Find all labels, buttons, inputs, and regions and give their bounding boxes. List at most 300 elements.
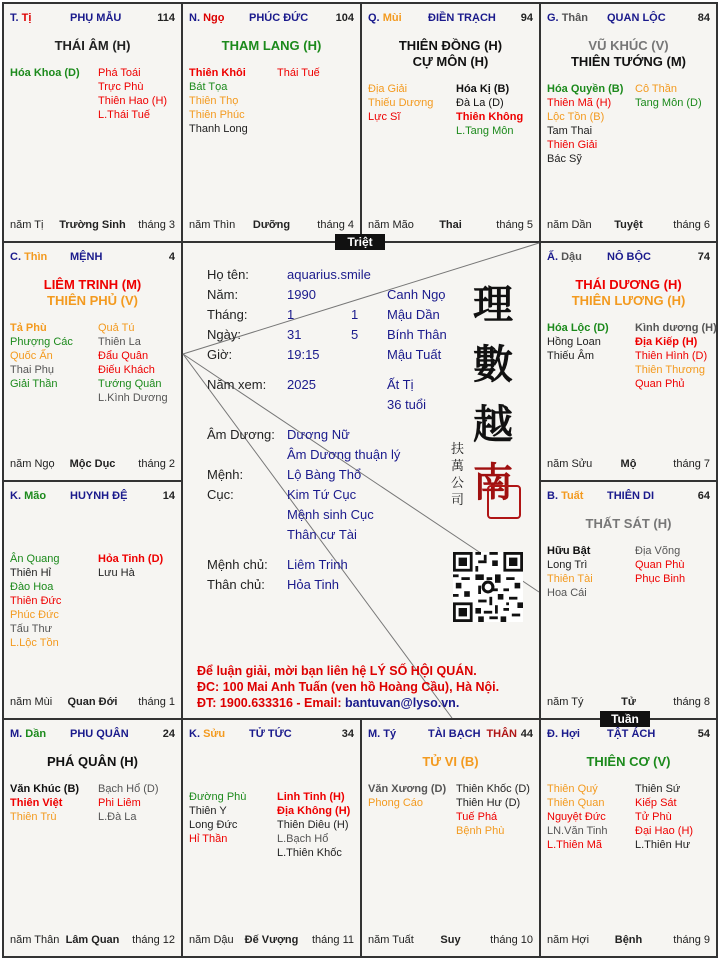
minor-star: Hóa Quyền (B): [547, 83, 624, 95]
palace-name: NÔ BỘC: [607, 251, 651, 263]
earthly-branch: Dần: [25, 728, 47, 740]
qr-code[interactable]: [453, 552, 523, 622]
star-column-left: [547, 82, 623, 166]
main-star: TỬ VI (B): [422, 754, 479, 769]
heavenly-stem: C.: [10, 251, 21, 263]
year-cycle: năm Ngọ: [10, 458, 55, 470]
menhchu-label: Mệnh chủ:: [207, 557, 268, 572]
minor-star: Thiên Tài: [547, 573, 593, 585]
minor-star: Thiên Giải: [547, 139, 598, 151]
star-column-left: [189, 66, 248, 136]
star-column-right: [635, 782, 693, 852]
minor-star: Tướng Quân: [98, 378, 162, 390]
life-stage: Trường Sinh: [59, 219, 126, 231]
minor-star: Hỉ Thần: [189, 833, 228, 845]
day-lunar: 5: [351, 327, 359, 342]
minor-star: Tấu Thư: [10, 623, 53, 635]
main-stars: [541, 277, 716, 309]
day-solar: 31: [287, 327, 302, 342]
minor-star: Ân Quang: [10, 553, 60, 565]
year-label: Năm:: [207, 287, 239, 302]
lunar-month: tháng 4: [317, 219, 354, 231]
major-period-age: 104: [335, 12, 354, 24]
main-stars: [183, 38, 360, 54]
than-note: Thân cư Tài: [287, 527, 357, 542]
minor-star: Thanh Long: [189, 123, 248, 135]
major-period-age: 84: [697, 12, 710, 24]
minor-star: Lộc Tồn (B): [547, 111, 605, 123]
lunar-month: tháng 11: [311, 934, 354, 946]
minor-star: L.Đà La: [98, 811, 137, 823]
minor-star: Thiên Hình (D): [635, 350, 708, 362]
star-column-left: [10, 782, 79, 824]
minor-star: Thiên Y: [189, 805, 227, 817]
minor-star: Thiên Sứ: [635, 783, 681, 795]
palace-footer: [547, 934, 710, 948]
minor-star: Quan Phù: [635, 559, 685, 571]
minor-star: Bác Sỹ: [547, 153, 582, 165]
minor-star: Quốc Ấn: [10, 350, 53, 362]
main-star: CỰ MÔN (H): [412, 54, 489, 69]
year-cycle: năm Dần: [547, 219, 592, 231]
major-period-age: 74: [697, 251, 710, 263]
name-label: Họ tên:: [207, 267, 249, 282]
month-canchi: Mậu Dần: [387, 307, 440, 322]
minor-star: Trực Phù: [98, 81, 144, 93]
palace-name: PHÚC ĐỨC: [249, 12, 309, 24]
minor-star: Lực Sĩ: [368, 111, 401, 123]
can-chi: [547, 251, 582, 263]
heavenly-stem: N.: [189, 12, 200, 24]
minor-star: Tam Thai: [547, 125, 593, 137]
red-seal: [487, 485, 521, 519]
can-chi: [189, 728, 225, 740]
main-stars: [4, 277, 181, 309]
than-marker: THÂN: [486, 728, 517, 740]
menh-label: Mệnh:: [207, 467, 244, 482]
minor-star: Hoa Cái: [547, 587, 587, 599]
calligraphy-char: 數: [473, 341, 513, 388]
month-solar: 1: [287, 307, 295, 322]
year-cycle: năm Dậu: [189, 934, 234, 946]
palace-cell-hoi[interactable]: [541, 720, 716, 956]
palace-header: [368, 728, 533, 742]
minor-star: Phi Liêm: [98, 797, 141, 809]
lunar-month: tháng 7: [673, 458, 710, 470]
minor-star: Phục Binh: [635, 573, 686, 585]
minor-star: Điếu Khách: [98, 364, 155, 376]
life-stage: Đế Vượng: [244, 934, 299, 946]
major-period-age: 24: [162, 728, 175, 740]
minor-star: Hóa Kị (B): [456, 83, 510, 95]
main-stars: [541, 516, 716, 532]
palace-header: [10, 251, 175, 265]
palace-name: MỆNH: [70, 251, 103, 263]
earthly-branch: Tý: [383, 728, 397, 740]
minor-star: Thiên Trù: [10, 811, 57, 823]
lunar-month: tháng 3: [138, 219, 175, 231]
minor-star: Thiên Quan: [547, 797, 605, 809]
minor-star: Thiếu Âm: [547, 350, 595, 362]
heavenly-stem: B.: [547, 490, 558, 502]
year-cycle: năm Tuất: [368, 934, 414, 946]
major-period-age: 64: [697, 490, 710, 502]
major-period-age: 44: [520, 728, 533, 740]
calligraphy-char: 南: [473, 459, 513, 506]
minor-star: Lưu Hà: [98, 567, 135, 579]
palace-name: PHỤ MẪU: [70, 12, 122, 24]
can-chi: [10, 251, 47, 263]
palace-header: [547, 12, 710, 26]
life-stage: Tử: [621, 696, 636, 708]
minor-star: Hóa Khoa (D): [10, 67, 80, 79]
lunar-month: tháng 12: [132, 934, 175, 946]
palace-cell-mao[interactable]: [4, 482, 181, 718]
star-column-right: [635, 321, 717, 391]
main-star: THIÊN ĐỒNG (H): [398, 38, 503, 53]
heavenly-stem: K.: [10, 490, 21, 502]
palace-cell-ty[interactable]: [362, 720, 539, 956]
minor-star: Thiên Mã (H): [547, 97, 612, 109]
minor-star: L.Thiên Hư: [635, 839, 691, 851]
major-period-age: 14: [162, 490, 175, 502]
year-cycle: năm Thìn: [189, 219, 236, 231]
palace-cell-mui[interactable]: [362, 4, 539, 241]
minor-star: L.Thái Tuế: [98, 109, 150, 121]
minor-star: Đường Phù: [189, 791, 247, 803]
main-stars: [4, 38, 181, 54]
star-column-right: [277, 66, 320, 80]
age-value: 36 tuổi: [387, 397, 427, 412]
palace-name: TẬT ÁCH: [607, 728, 656, 740]
main-star: THIÊN TƯỚNG (M): [570, 54, 687, 69]
earthly-branch: Thìn: [24, 251, 48, 263]
palace-cell-ti[interactable]: [4, 4, 181, 241]
year-cycle: năm Thân: [10, 934, 60, 946]
life-stage: Lâm Quan: [65, 934, 120, 946]
heavenly-stem: Đ.: [547, 728, 558, 740]
year-cycle: năm Tị: [10, 219, 44, 231]
lunar-month: tháng 1: [138, 696, 175, 708]
life-stage: Tuyệt: [614, 219, 643, 231]
minor-star: Thiên Phúc: [189, 109, 245, 121]
year-cycle: năm Hợi: [547, 934, 590, 946]
major-period-age: 114: [157, 12, 175, 24]
earthly-branch: Sửu: [203, 728, 226, 740]
lunar-month: tháng 8: [673, 696, 710, 708]
minor-star: Bát Tọa: [189, 81, 228, 93]
minor-star: Đẩu Quân: [98, 350, 149, 362]
main-stars: [362, 754, 539, 770]
minor-star: Thiên Đức: [10, 595, 62, 607]
minor-star: Thiên Khôi: [189, 67, 246, 79]
minor-star: Đại Hao (H): [635, 825, 694, 837]
menh-value: Lộ Bàng Thổ: [287, 467, 362, 482]
minor-star: L.Thiên Mã: [547, 839, 603, 851]
star-column-left: [368, 782, 446, 810]
day-canchi: Bính Thân: [387, 327, 447, 342]
minor-star: Tả Phù: [10, 322, 47, 334]
earthly-branch: Dậu: [561, 251, 582, 263]
minor-star: Phong Cáo: [368, 797, 424, 809]
view-year-label: Năm xem:: [207, 377, 267, 392]
life-stage: Quan Đới: [67, 696, 118, 708]
heavenly-stem: T.: [10, 12, 19, 24]
palace-header: [10, 12, 175, 26]
triet-tag: Triệt: [335, 234, 385, 250]
palace-footer: [10, 934, 175, 948]
palace-footer: [547, 458, 710, 472]
minor-star: Linh Tinh (H): [277, 791, 345, 803]
star-column-right: [456, 82, 523, 138]
main-star: THÁI DƯƠNG (H): [575, 277, 682, 292]
can-chi: [10, 12, 31, 24]
star-column-left: [10, 66, 80, 80]
name-value: aquarius.smile: [287, 267, 371, 282]
earthly-branch: Mão: [24, 490, 47, 502]
main-stars: [541, 754, 716, 770]
star-column-right: [98, 552, 163, 580]
can-chi: [547, 728, 580, 740]
star-column-right: [635, 544, 685, 586]
minor-star: Địa Giải: [368, 83, 408, 95]
palace-cell-dan[interactable]: [4, 720, 181, 956]
minor-star: Đà La (D): [456, 97, 504, 109]
minor-star: Thiên Hư (D): [456, 797, 521, 809]
heavenly-stem: G.: [547, 12, 559, 24]
year-cycle: năm Tý: [547, 696, 584, 708]
minor-star: L.Kình Dương: [98, 392, 168, 404]
thanchu-label: Thân chủ:: [207, 577, 265, 592]
main-star: VŨ KHÚC (V): [588, 38, 669, 53]
palace-footer: [547, 696, 710, 710]
main-star: THAM LANG (H): [221, 38, 322, 53]
minor-star: L.Tang Môn: [456, 125, 514, 137]
minor-star: Văn Khúc (B): [10, 783, 80, 795]
palace-name: HUYNH ĐỆ: [70, 490, 128, 502]
minor-star: LN.Văn Tinh: [547, 825, 608, 837]
minor-star: Văn Xương (D): [368, 783, 447, 795]
minor-star: Quả Tú: [98, 322, 135, 334]
minor-star: Tử Phù: [635, 811, 672, 823]
view-year-value: 2025: [287, 377, 316, 392]
major-period-age: 34: [341, 728, 354, 740]
minor-star: Hữu Bật: [547, 545, 591, 557]
earthly-branch: Mùi: [382, 12, 402, 24]
year-value: 1990: [287, 287, 316, 302]
main-star: THẤT SÁT (H): [585, 516, 672, 531]
life-stage: Suy: [440, 934, 461, 946]
hour-value: 19:15: [287, 347, 320, 362]
palace-footer: [189, 219, 354, 233]
minor-star: Giải Thần: [10, 378, 58, 390]
minor-star: Thiên Diêu (H): [277, 819, 349, 831]
tuan-tag: Tuần: [600, 711, 650, 727]
palace-header: [368, 12, 533, 26]
minor-star: Thiên Không: [456, 111, 524, 123]
minor-star: Phúc Đức: [10, 609, 59, 621]
minor-star: Cô Thần: [635, 83, 677, 95]
star-column-left: [10, 321, 73, 391]
palace-name: PHU QUÂN: [70, 728, 129, 740]
minor-star: L.Thiên Khốc: [277, 847, 342, 859]
palace-header: [547, 490, 710, 504]
heavenly-stem: Ấ.: [547, 251, 558, 263]
minor-star: Hồng Loan: [547, 336, 601, 348]
center-info-panel: [185, 245, 541, 722]
palace-name: QUAN LỘC: [607, 12, 666, 24]
star-column-right: [98, 321, 168, 405]
palace-cell-suu[interactable]: [183, 720, 360, 956]
minor-star: Bệnh Phù: [456, 825, 505, 837]
minor-star: Thai Phụ: [10, 364, 55, 376]
life-stage: Dưỡng: [252, 219, 291, 231]
minor-star: Nguyệt Đức: [547, 811, 606, 823]
main-star: LIÊM TRINH (M): [43, 277, 142, 292]
palace-name: TÀI BẠCH: [428, 728, 481, 740]
amduong-note: Âm Dương thuận lý: [287, 447, 401, 462]
contact-email-link[interactable]: bantuvan@lyso.vn.: [345, 696, 460, 710]
minor-star: Địa Không (H): [277, 805, 351, 817]
menhchu-value: Liêm Trinh: [287, 557, 348, 572]
palace-cell-thin[interactable]: [4, 243, 181, 480]
main-star: THIÊN PHỦ (V): [47, 293, 138, 308]
minor-star: Thiên Hao (H): [98, 95, 168, 107]
minor-star: Quan Phủ: [635, 378, 685, 390]
palace-footer: [10, 696, 175, 710]
can-chi: [547, 12, 588, 24]
horoscope-chart: [2, 2, 718, 958]
palace-cell-dau[interactable]: [541, 243, 716, 480]
minor-star: Long Đức: [189, 819, 238, 831]
can-chi: [10, 490, 46, 502]
heavenly-stem: K.: [189, 728, 200, 740]
lunar-month: tháng 5: [496, 219, 533, 231]
earthly-branch: Tị: [21, 12, 32, 24]
contact-phone: ĐT: 1900.633316 - Email:: [197, 696, 345, 710]
amduong-label: Âm Dương:: [207, 427, 275, 442]
lunar-month: tháng 2: [138, 458, 175, 470]
calligraphy-char: 越: [473, 401, 513, 448]
year-cycle: năm Sửu: [547, 458, 593, 470]
palace-cell-ngo[interactable]: [183, 4, 360, 241]
day-label: Ngày:: [207, 327, 241, 342]
view-year-canchi: Ất Tị: [387, 377, 414, 392]
palace-name: ĐIỀN TRẠCH: [428, 12, 496, 24]
minor-star: Thiên La: [98, 336, 141, 348]
year-cycle: năm Mão: [368, 219, 414, 231]
star-column-left: [547, 544, 593, 600]
palace-header: [189, 728, 354, 742]
month-lunar: 1: [351, 307, 359, 322]
minor-star: Tang Môn (D): [635, 97, 702, 109]
earthly-branch: Thân: [561, 12, 588, 24]
main-star: PHÁ QUÂN (H): [47, 754, 138, 769]
minor-star: Thái Tuế: [277, 67, 320, 79]
earthly-branch: Ngọ: [203, 12, 225, 24]
palace-cell-tuat[interactable]: [541, 482, 716, 718]
minor-star: Thiên Khốc (D): [456, 783, 530, 795]
hour-label: Giờ:: [207, 347, 233, 362]
minor-star: Long Trì: [547, 559, 588, 571]
month-label: Tháng:: [207, 307, 248, 322]
main-stars: [362, 38, 539, 70]
star-column-right: [277, 790, 350, 860]
star-column-right: [98, 66, 167, 122]
minor-star: Hỏa Tinh (D): [98, 553, 164, 565]
palace-header: [10, 490, 175, 504]
major-period-age: 4: [168, 251, 175, 263]
can-chi: [368, 12, 402, 24]
star-column-right: [635, 82, 702, 110]
star-column-left: [547, 321, 609, 363]
year-canchi: Canh Ngọ: [387, 287, 446, 302]
thanchu-value: Hỏa Tinh: [287, 577, 340, 592]
cuc-value: Kim Tứ Cục: [287, 487, 357, 502]
minor-star: Thiên Việt: [10, 797, 63, 809]
contact-address: ĐC: 100 Mai Anh Tuấn (ven hồ Hoàng Cầu), Hà Nội.: [197, 680, 500, 694]
palace-footer: [368, 934, 533, 948]
minor-star: Kình dương (H): [635, 322, 717, 334]
minor-star: Địa Võng: [635, 545, 681, 557]
main-star: THIÊN LƯƠNG (H): [571, 293, 686, 308]
main-stars: [541, 38, 716, 70]
minor-star: Phá Toái: [98, 67, 141, 79]
star-column-left: [189, 790, 246, 846]
palace-footer: [547, 219, 710, 233]
palace-header: [10, 728, 175, 742]
star-column-left: [547, 782, 608, 852]
earthly-branch: Tuất: [561, 490, 584, 502]
hour-canchi: Mậu Tuất: [387, 347, 442, 362]
palace-footer: [10, 458, 175, 472]
lunar-month: tháng 9: [673, 934, 710, 946]
contact-block: [197, 663, 537, 711]
minor-star: Phượng Các: [10, 336, 73, 348]
cuc-note: Mệnh sinh Cục: [287, 507, 374, 522]
minor-star: Kiếp Sát: [635, 797, 677, 809]
palace-header: [189, 12, 354, 26]
star-column-right: [456, 782, 530, 838]
palace-cell-than[interactable]: [541, 4, 716, 241]
can-chi: [547, 490, 583, 502]
main-star: THÁI ÂM (H): [54, 38, 131, 53]
can-chi: [10, 728, 46, 740]
heavenly-stem: M.: [368, 728, 381, 740]
contact-line: Để luận giải, mời bạn liên hệ LÝ SỐ HỘI QUÁN.: [197, 664, 477, 678]
can-chi: [368, 728, 396, 740]
palace-footer: [189, 934, 354, 948]
palace-footer: [368, 219, 533, 233]
life-stage: Bệnh: [614, 934, 643, 946]
earthly-branch: Hợi: [561, 728, 580, 740]
minor-star: Tuế Phá: [456, 811, 498, 823]
minor-star: Đào Hoa: [10, 581, 54, 593]
palace-name: THIÊN DI: [607, 490, 655, 502]
life-stage: Mộc Dục: [69, 458, 116, 470]
year-cycle: năm Mùi: [10, 696, 53, 708]
contact-phone-email: [197, 695, 537, 711]
major-period-age: 54: [697, 728, 710, 740]
star-column-left: [10, 552, 61, 650]
lunar-month: tháng 6: [673, 219, 710, 231]
major-period-age: 94: [520, 12, 533, 24]
minor-star: L.Bạch Hổ: [277, 833, 329, 845]
palace-footer: [10, 219, 175, 233]
heavenly-stem: Q.: [368, 12, 380, 24]
minor-star: Bạch Hổ (D): [98, 783, 159, 795]
minor-star: L.Lộc Tồn: [10, 637, 59, 649]
